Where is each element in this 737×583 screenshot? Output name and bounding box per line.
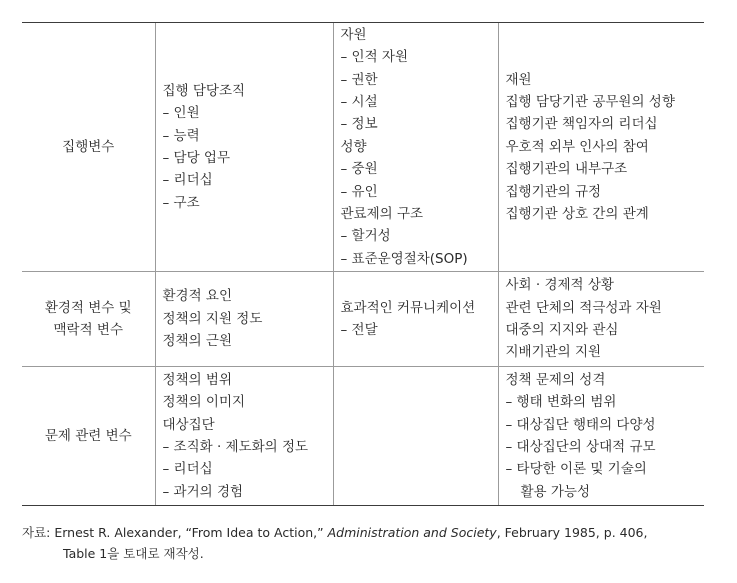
cell-line: – 정보 (340, 116, 378, 133)
cell-line: 정책의 근원 (162, 333, 232, 350)
cell-line: – 중원 (340, 161, 378, 178)
cell-line: 집행기관 상호 간의 관계 (505, 206, 649, 223)
cell-line: 정책의 이미지 (162, 394, 246, 411)
cell-line: – 시설 (340, 93, 378, 110)
row-label-cell (22, 272, 155, 367)
cell-line: – 인원 (162, 105, 200, 122)
cell-line: – 타당한 이론 및 기술의 (505, 461, 647, 478)
cell-environment (155, 272, 333, 367)
row-label: 환경적 변수 및 (44, 299, 132, 316)
cell-line: 관료제의 구조 (340, 206, 424, 223)
cell-line: 집행 담당조직 (162, 82, 246, 99)
cell-line: – 구조 (162, 194, 200, 211)
cell-line: 효과적인 커뮤니케이션 (340, 299, 476, 316)
cell-line: 환경적 요인 (162, 288, 232, 305)
row-label: 문제 관련 변수 (44, 427, 132, 444)
cell-line: – 표준운영절차(SOP) (340, 250, 468, 267)
cell-line: – 전달 (340, 322, 378, 338)
cell-line: 집행기관의 내부구조 (505, 161, 628, 178)
cell-line: – 인적 자원 (340, 49, 408, 66)
cell-line: 활용 가능성 (520, 483, 590, 500)
source-suffix: , February 1985, p. 406, (496, 525, 648, 540)
implementation-variables-table (22, 22, 704, 506)
cell-line: 대중의 지지와 관심 (505, 322, 619, 338)
cell-line: – 리더십 (162, 172, 213, 189)
cell-line: – 과거의 경험 (162, 483, 244, 500)
cell-line: – 담당 업무 (162, 150, 230, 166)
cell-line: 집행기관의 규정 (505, 183, 602, 200)
cell-line: 정책의 범위 (162, 371, 232, 388)
table-row (22, 23, 704, 272)
cell-line: – 대상집단 행태의 다양성 (505, 416, 656, 433)
cell-line: – 유인 (340, 183, 378, 200)
cell-line: – 조직화 · 제도화의 정도 (162, 439, 309, 455)
cell-line: 재원 (505, 71, 532, 88)
row-label: 집행변수 (62, 138, 115, 155)
row-label-cell (22, 367, 155, 506)
cell-policy (155, 367, 333, 506)
cell-line: 정책의 지원 정도 (162, 310, 263, 327)
cell-line: 지배기관의 지원 (505, 344, 602, 361)
cell-line: 집행 담당기관 공무원의 성향 (505, 93, 675, 110)
source-note (22, 522, 712, 564)
source-journal: Administration and Society (327, 525, 497, 540)
cell-line: 사회 · 경제적 상황 (505, 277, 614, 294)
row-label-cell (22, 23, 155, 272)
cell-line: 대상집단 (162, 416, 215, 433)
cell-finance (498, 23, 704, 272)
cell-line: – 권한 (340, 71, 378, 88)
table-row (22, 272, 704, 367)
cell-line: – 행태 변화의 범위 (505, 394, 617, 411)
cell-line: 성향 (340, 138, 367, 155)
cell-line: 관련 단체의 적극성과 자원 (505, 299, 662, 316)
cell-line: 정책 문제의 성격 (505, 371, 606, 388)
cell-context (498, 272, 704, 367)
cell-problem (498, 367, 704, 506)
source-line-1 (22, 522, 712, 543)
table-row (22, 367, 704, 506)
cell-communication (333, 272, 498, 367)
row-label: 맥락적 변수 (53, 322, 123, 338)
cell-resources (333, 23, 498, 272)
cell-empty (333, 367, 498, 506)
cell-line: 집행기관 책임자의 리더십 (505, 116, 658, 133)
cell-line: – 능력 (162, 127, 200, 144)
source-line-2: Table 1을 토대로 재작성. (63, 546, 204, 561)
cell-line: 우호적 외부 인사의 참여 (505, 138, 649, 155)
cell-line: 자원 (340, 26, 367, 43)
cell-line: – 대상집단의 상대적 규모 (505, 439, 656, 455)
cell-organization (155, 23, 333, 272)
cell-line: – 할거성 (340, 228, 391, 245)
cell-line: – 리더십 (162, 461, 213, 478)
source-prefix: 자료: Ernest R. Alexander, “From Idea to Action,” (22, 525, 328, 540)
